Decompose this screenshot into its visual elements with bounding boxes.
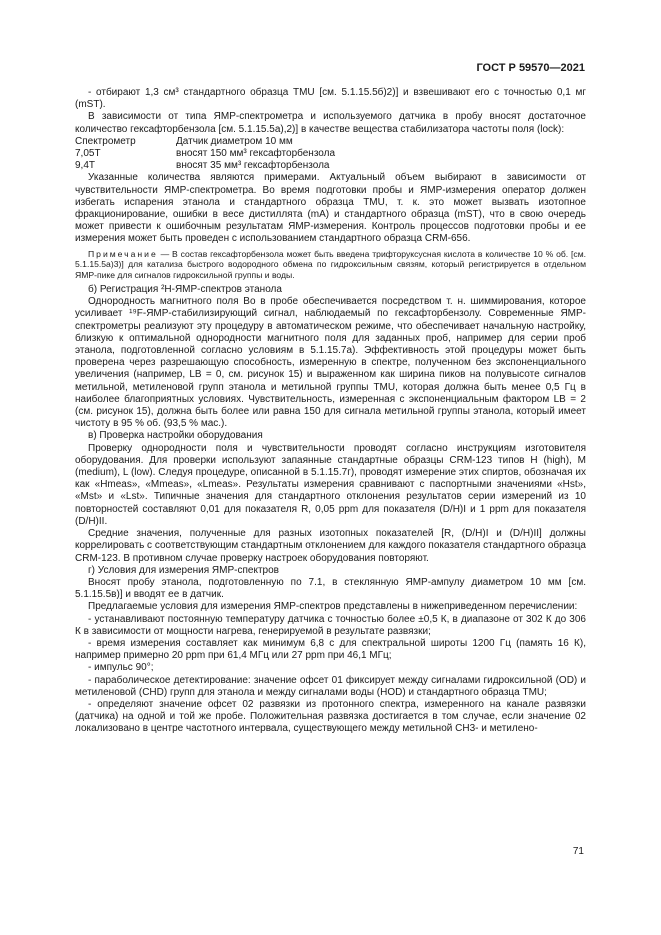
paragraph: - отбирают 1,3 см³ стандартного образца TMU [см. 5.1.15.5б)2)] и взвешивают его с точностью 0,1 мг (mST). [75, 87, 586, 111]
paragraph: Вносят пробу этанола, подготовленную по 7.1, в стеклянную ЯМР-ампулу диаметром 10 мм [см. 5.1.15.5в)] и вводят ее в датчик. [75, 576, 586, 601]
list-item: - параболическое детектирование: значение офсет 01 фиксирует между сигналами гидроксильной (OD) и метиленовой (CHD) групп для этанола и между сигналами воды (HOD) и стандартного образца TMU; [75, 674, 586, 698]
list-item: - время измерения составляет как минимум 6,8 с для спектральной широты 1200 Гц (память 16 К), например примерно 20 ppm при 61,4 МГц или 27 ppm при 46,1 МГц; [75, 637, 586, 662]
subsection-heading: г) Условия для измерения ЯМР-спектров [88, 564, 279, 576]
table-cell: 7,05Т [75, 148, 101, 160]
note-text: — В состав гексафторбензола может быть введена трифторуксусная кислота в количестве 10 % об. [см. 5.1.15.5а)3)] для катализа быстрого водородного обмена по гидроксильным связям, который регистрируется в отдельном ЯМР-пике для сигналов гидроксильной группы и воды. [75, 248, 586, 281]
list-item: - импульс 90°; [88, 662, 154, 674]
list-item: - устанавливают постоянную температуру датчика с точностью более ±0,5 К, в диапазоне от 302 К до 306 К в зависимости от мощности нагрева, генерируемой в результате развязки; [75, 613, 586, 637]
table-cell: Спектрометр [75, 135, 136, 147]
paragraph: Средние значения, полученные для разных изотопных показателей [R, (D/H)I и (D/H)II] должны коррелировать с соответствующим стандартным отклонением для каждого показателя стандартного образца CRM-123. В противном случае проверку настроек оборудования повторяют. [75, 528, 586, 564]
standard-header: ГОСТ Р 59570—2021 [476, 62, 585, 74]
paragraph: Предлагаемые условия для измерения ЯМР-спектров представлены в нижеприведенном перечислении: [88, 601, 578, 613]
table-cell: 9,4Т [75, 160, 96, 172]
note-label: Примечание [88, 248, 158, 259]
spectrometer-table [75, 136, 335, 173]
paragraph: Указанные количества являются примерами. Актуальный объем выбирают в зависимости от чувствительности ЯМР-спектрометра. Во время подготовки пробы и ЯМР-измерения оператор должен избегать испарения этанола и стандартного образца TMU, т. к. это может вызвать изотопное фракционирование, ошибки в весе дистиллята (mA) и стандартного образца (mST), что в свою очередь может привести к ошибочным результатам ЯМР-измерения. Контроль процессов подготовки пробы и ее измерения может быть проведен с использованием стандартного образца CRM-656. [75, 172, 586, 245]
table-cell: вносят 150 мм³ гексафторбензола [176, 148, 336, 160]
subsection-heading: в) Проверка настройки оборудования [88, 430, 263, 442]
table-cell: вносят 35 мм³ гексафторбензола [176, 160, 330, 172]
page-number: 71 [572, 846, 584, 857]
document-body [75, 87, 586, 736]
paragraph: Проверку однородности поля и чувствительности проводят согласно инструкциям изготовителя оборудования. Для проверки используют запаянные стандартные образцы CRM-123 типов H (high), M (medium), L (low). Следуя процедуре, описанной в 5.1.15.7г), проводят измерение этих спиртов, обозначая их как «Hmeas», «Mmeas», «Lmeas». Результаты измерения сравнивают с паспортными значениями «Hst», «Mst» и «Lst». Типичные значения для стандартного отклонения результатов серии измерений из 10 повторностей составляют 0,01 для показателя R, 0,05 ppm для показателя (D/H)I и 1 ppm для показателя (D/H)II. [75, 442, 586, 527]
paragraph: Однородность магнитного поля Bo в пробе обеспечивается посредством т. н. шиммирования, которое усиливает ¹⁹F-ЯМР-стабилизирующий сигнал, наблюдаемый по гексафторбензолу. Современные ЯМР-спектрометры реализуют эту процедуру в автоматическом режиме, что обеспечивает начальную настройку, близкую к оптимальной однородности магнитного поля для заданных проб, например для серии проб этанола, подготовленной согласно условиям в 5.1.15.7а). Эффективность этой процедуры может быть проверена через разрешающую способность, измеренную в спектре, полученном без экспоненциального увеличения (например, LB = 0, см. рисунок 15) и выраженном как ширина пиков на полувысоте сигналов метильной, метиленовой групп этанола и метильной группы TMU, которая должна быть менее 0,5 Гц в наиболее благоприятных условиях. Чувствительность, измеренная с экспоненциальным фактором LB = 2 (см. рисунок 15), должна быть более или равна 150 для сигнала метильной группы этанола, который имеет чистоту в 95 % об. (93,5 % мас.). [75, 296, 586, 430]
table-row [75, 136, 335, 148]
paragraph: В зависимости от типа ЯМР-спектрометра и используемого датчика в пробу вносят достаточное количество гексафторбензола [см. 5.1.15.5а),2)] в качестве вещества стабилизатора частоты поля (lock): [75, 111, 586, 135]
subsection-heading: б) Регистрация ²H-ЯМР-спектров этанола [88, 284, 282, 296]
table-row [75, 160, 335, 172]
table-cell: Датчик диаметром 10 мм [176, 135, 293, 147]
note [75, 249, 586, 281]
table-row [75, 148, 335, 160]
list-item: - определяют значение офсет 02 развязки из протонного спектра, измеренного на канале развязки (датчика) на одной и той же пробе. Положительная развязка достигается в том случае, если значение 02 локализовано в центре частотного интервала, существующего между метильной CH3- и метилено- [75, 698, 586, 735]
